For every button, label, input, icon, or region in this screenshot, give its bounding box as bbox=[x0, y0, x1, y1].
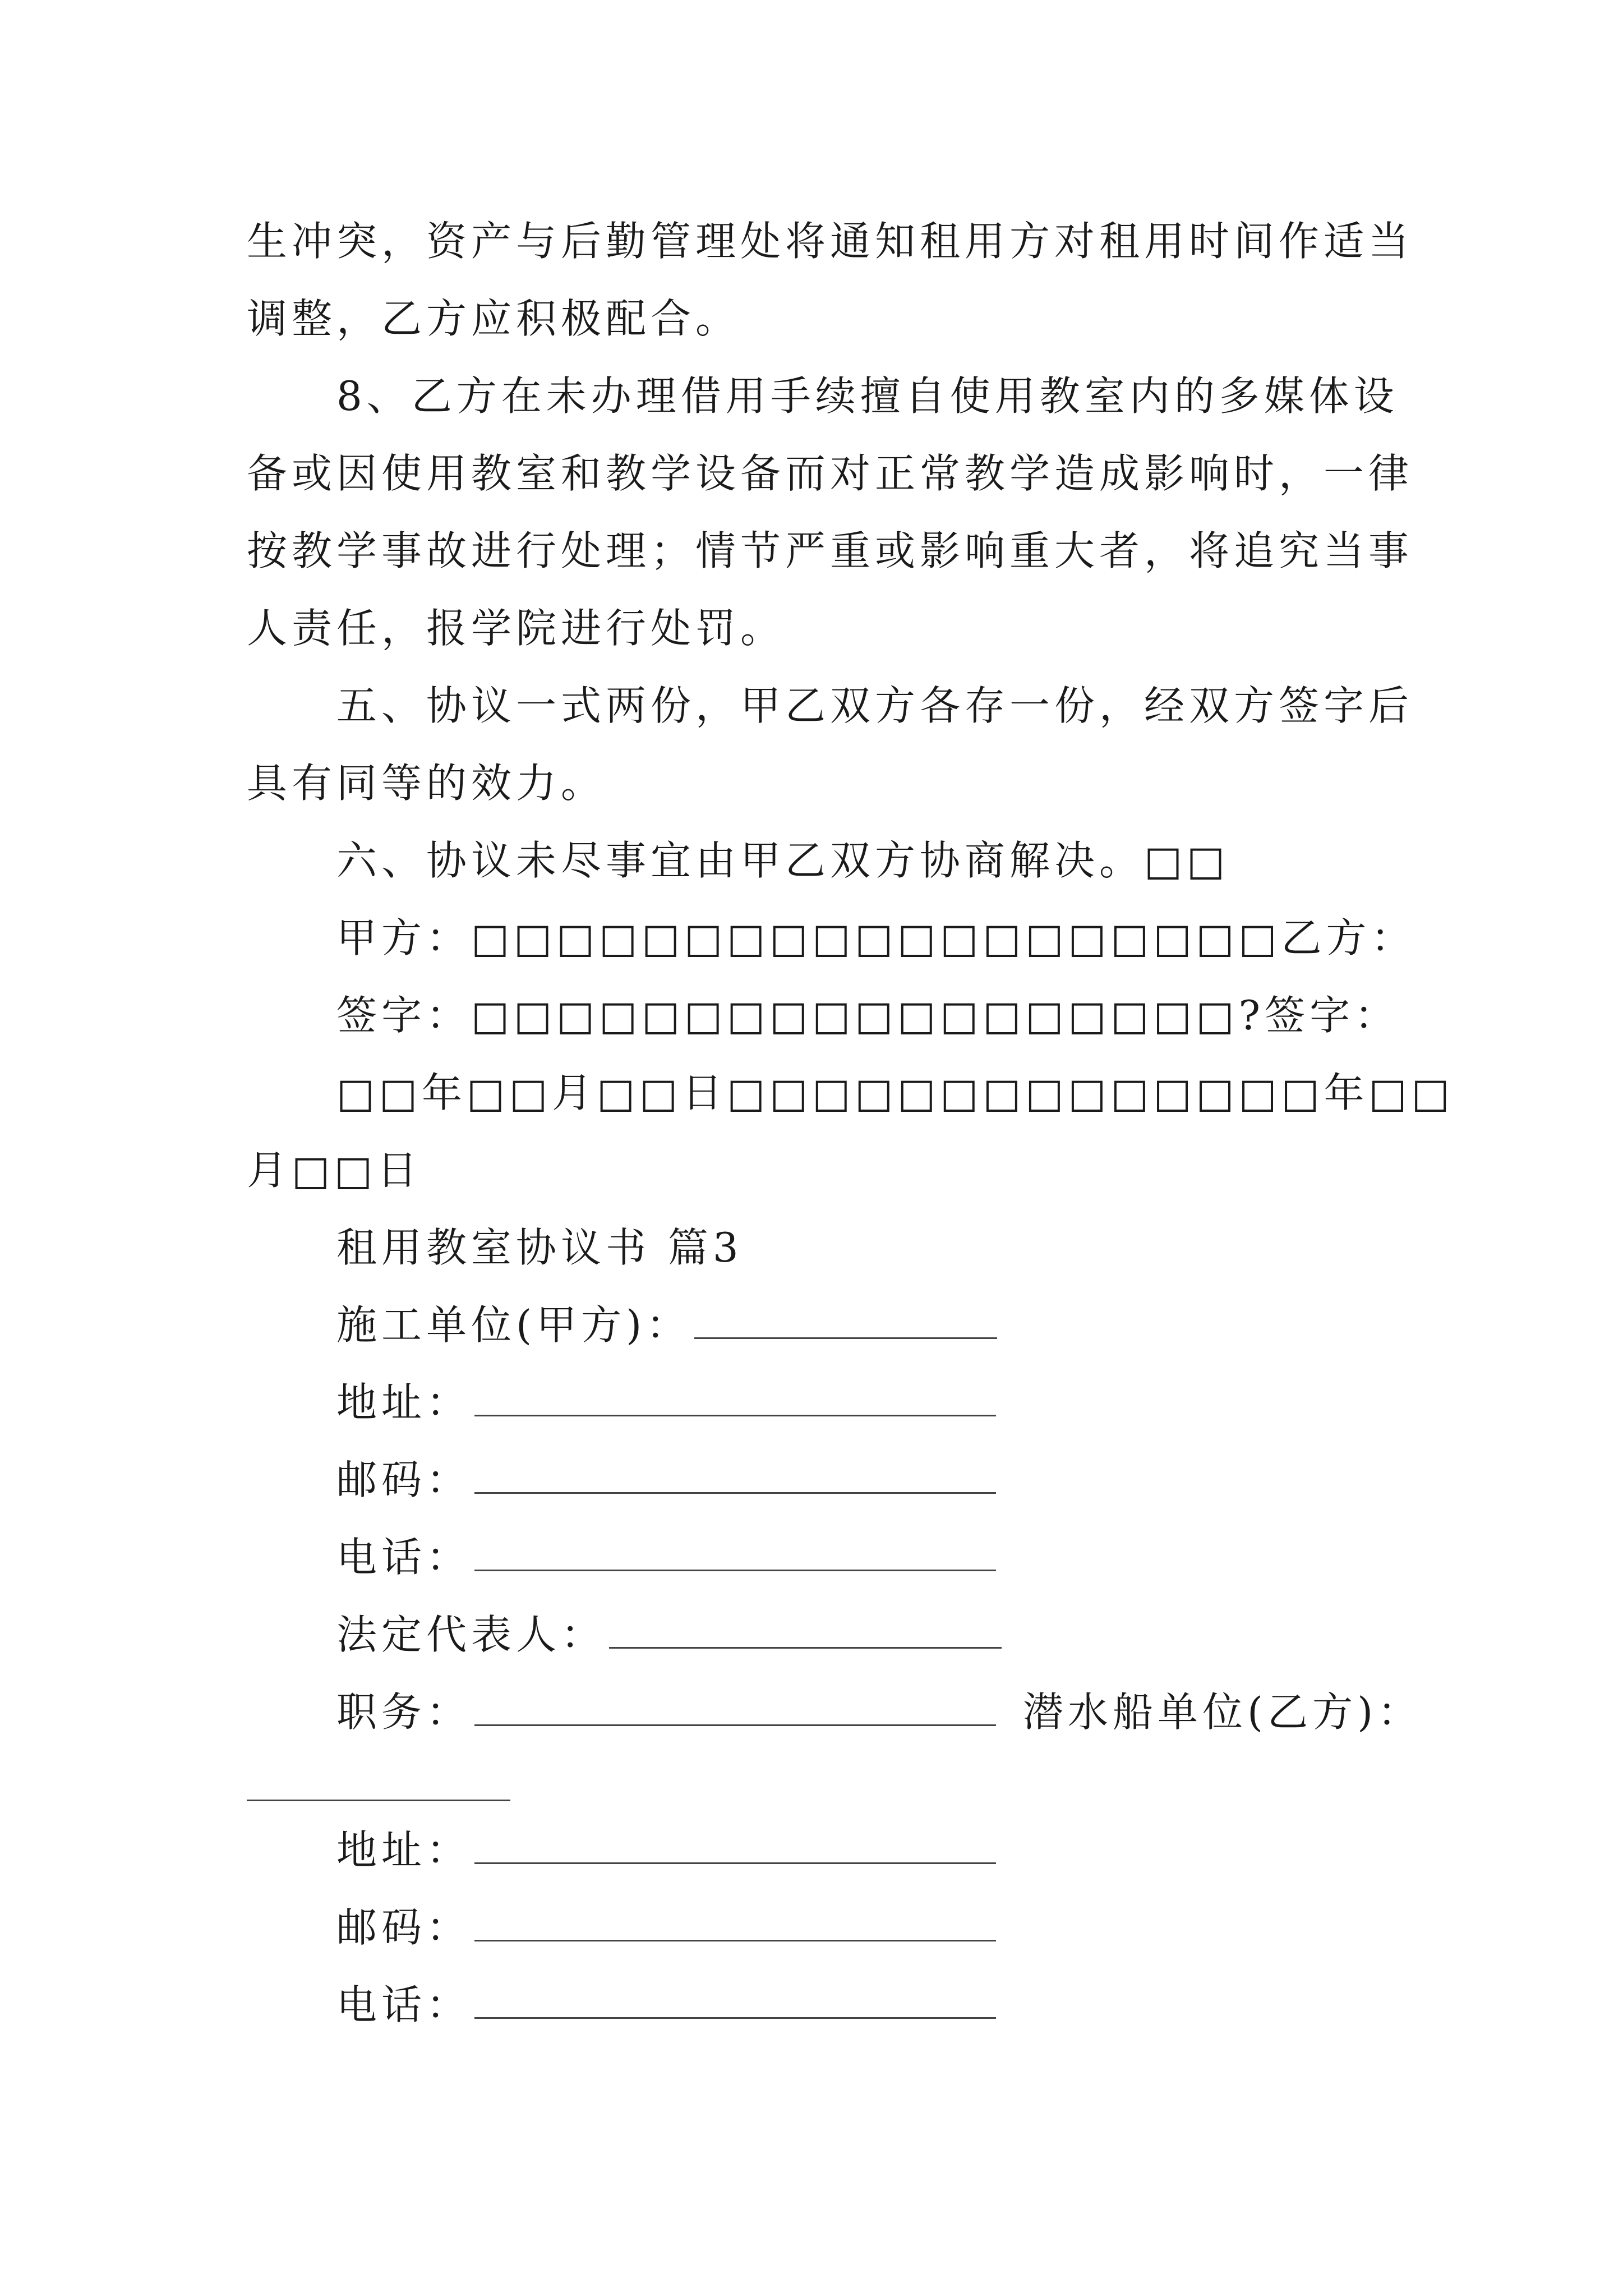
legal-rep-field[interactable] bbox=[609, 1613, 1002, 1649]
form-row bbox=[336, 1452, 996, 1508]
paragraph-line: 五、协议一式两份，甲乙双方各存一份，经双方签字后 bbox=[336, 682, 1414, 729]
party-line: 甲方：□□□□□□□□□□□□□□□□□□□乙方： bbox=[336, 914, 1416, 961]
paragraph-line: 调整，乙方应积极配合。 bbox=[247, 295, 741, 342]
form-row bbox=[336, 1607, 1002, 1663]
paragraph-line: 按教学事故进行处理；情节严重或影响重大者，将追究当事 bbox=[247, 527, 1414, 574]
address-field[interactable] bbox=[474, 1381, 996, 1416]
form-row bbox=[336, 1899, 996, 1955]
form-row bbox=[336, 1822, 996, 1878]
postcode-field[interactable] bbox=[474, 1906, 996, 1941]
signature-line: 签字：□□□□□□□□□□□□□□□□□□?签字： bbox=[336, 992, 1400, 1039]
paragraph-line: 六、协议未尽事宜由甲乙双方协商解决。□□ bbox=[336, 837, 1230, 884]
section-title: 租用教室协议书 篇3 bbox=[336, 1224, 743, 1271]
paragraph-line: 备或因使用教室和教学设备而对正常教学造成影响时，一律 bbox=[247, 450, 1414, 497]
postcode-field[interactable] bbox=[474, 1458, 996, 1494]
position-field[interactable] bbox=[474, 1691, 996, 1726]
phone-label: 电话： bbox=[336, 1534, 472, 1581]
date-line: □□年□□月□□日□□□□□□□□□□□□□□年□□ bbox=[336, 1069, 1454, 1116]
form-row bbox=[336, 1374, 996, 1430]
phone-label: 电话： bbox=[336, 1981, 472, 2028]
postcode-label: 邮码： bbox=[336, 1456, 472, 1503]
form-row bbox=[336, 1529, 996, 1585]
unit-field[interactable] bbox=[694, 1304, 997, 1339]
position-label: 职务： bbox=[336, 1688, 472, 1736]
postcode-label: 邮码： bbox=[336, 1904, 472, 1951]
paragraph-line: 具有同等的效力。 bbox=[247, 760, 606, 807]
phone-field[interactable] bbox=[474, 1984, 996, 2019]
form-row bbox=[336, 1977, 996, 2033]
paragraph-line: 人责任，报学院进行处罚。 bbox=[247, 605, 786, 652]
paragraph-line: 生冲突，资产与后勤管理处将通知租用方对租用时间作适当 bbox=[247, 218, 1414, 265]
date-line: 月□□日 bbox=[247, 1147, 422, 1194]
legal-rep-label: 法定代表人： bbox=[336, 1611, 606, 1658]
address-label: 地址： bbox=[336, 1379, 472, 1426]
phone-field[interactable] bbox=[474, 1536, 996, 1571]
unit-label: 施工单位(甲方)： bbox=[336, 1301, 691, 1349]
paragraph-line: 8、乙方在未办理借用手续擅自使用教室内的多媒体设 bbox=[336, 372, 1399, 420]
form-row bbox=[336, 1684, 1422, 1740]
address-field[interactable] bbox=[474, 1829, 996, 1864]
party-b-unit-field[interactable] bbox=[247, 1800, 510, 1801]
address-label: 地址： bbox=[336, 1826, 472, 1874]
party-b-unit-label: 潜水船单位(乙方)： bbox=[1023, 1688, 1423, 1736]
form-row bbox=[336, 1297, 997, 1353]
